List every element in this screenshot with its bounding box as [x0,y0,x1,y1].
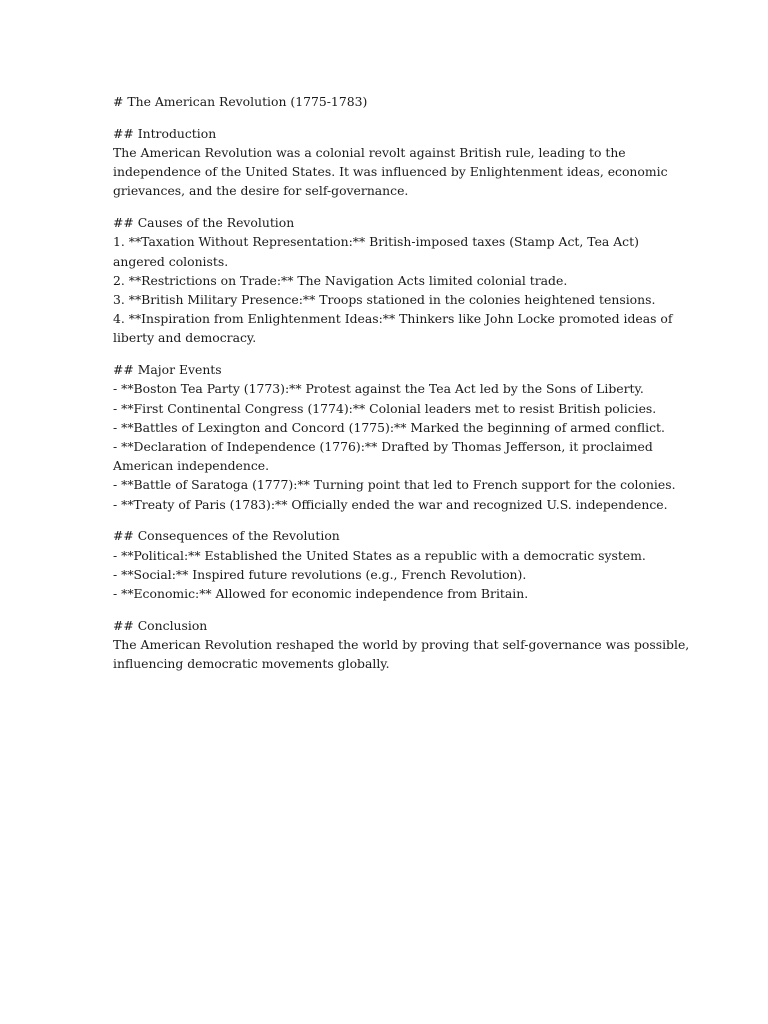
paragraph-line: The American Revolution was a colonial revolt against British rule, leading to the [113,145,626,160]
spacer [113,348,673,361]
list-item: - **Battles of Lexington and Concord (1775):** Marked the beginning of armed conflict. [113,419,665,435]
section-major-events [113,360,676,514]
section-conclusion [113,616,690,674]
section-heading: ## Causes of the Revolution [113,215,295,231]
spacer [113,603,673,616]
section-heading: ## Introduction [113,125,217,141]
paragraph-line: grievances, and the desire for self-governance. [113,183,409,199]
list-item: - **Declaration of Independence (1776):** Drafted by Thomas Jefferson, it proclaimed [113,439,653,455]
document-title: # The American Revolution (1775-1783) [113,94,368,109]
paragraph-line: influencing democratic movements globally. [113,656,390,672]
list-item: - **Economic:** Allowed for economic independence from Britain. [113,586,529,602]
list-item: - **Boston Tea Party (1773):** Protest against the Tea Act led by the Sons of Liberty. [113,381,644,397]
section-heading: ## Conclusion [113,617,208,633]
list-item: liberty and democracy. [113,330,257,346]
section-heading: ## Major Events [113,362,222,378]
spacer [113,201,673,214]
list-item: - **Social:** Inspired future revolutions (e.g., French Revolution). [113,566,527,582]
list-item: angered colonists. [113,253,229,269]
list-item: - **Political:** Established the United States as a republic with a democratic system. [113,547,646,563]
list-item: American independence. [113,458,270,474]
section-heading: ## Consequences of the Revolution [113,528,340,544]
paragraph-line: The American Revolution reshaped the world by proving that self-governance was possible, [113,637,690,653]
list-item: - **First Continental Congress (1774):** Colonial leaders met to resist British policies. [113,400,657,416]
list-item: 1. **Taxation Without Representation:** British-imposed taxes (Stamp Act, Tea Act) [113,234,639,250]
list-item: 3. **British Military Presence:** Troops stationed in the colonies heightened tensions. [113,292,656,308]
section-consequences [113,526,673,603]
paragraph-line: independence of the United States. It was influenced by Enlightenment ideas, economic [113,164,668,180]
list-item: - **Battle of Saratoga (1777):** Turning point that led to French support for the colonies. [113,477,676,493]
spacer [113,514,673,527]
list-item: - **Treaty of Paris (1783):** Officially ended the war and recognized U.S. independence. [113,496,668,512]
section-introduction [113,124,673,201]
document-body [113,92,690,673]
list-item: 2. **Restrictions on Trade:** The Navigation Acts limited colonial trade. [113,272,568,288]
list-item: 4. **Inspiration from Enlightenment Ideas:** Thinkers like John Locke promoted ideas of [113,311,673,327]
spacer [113,111,673,124]
section-causes [113,213,673,347]
